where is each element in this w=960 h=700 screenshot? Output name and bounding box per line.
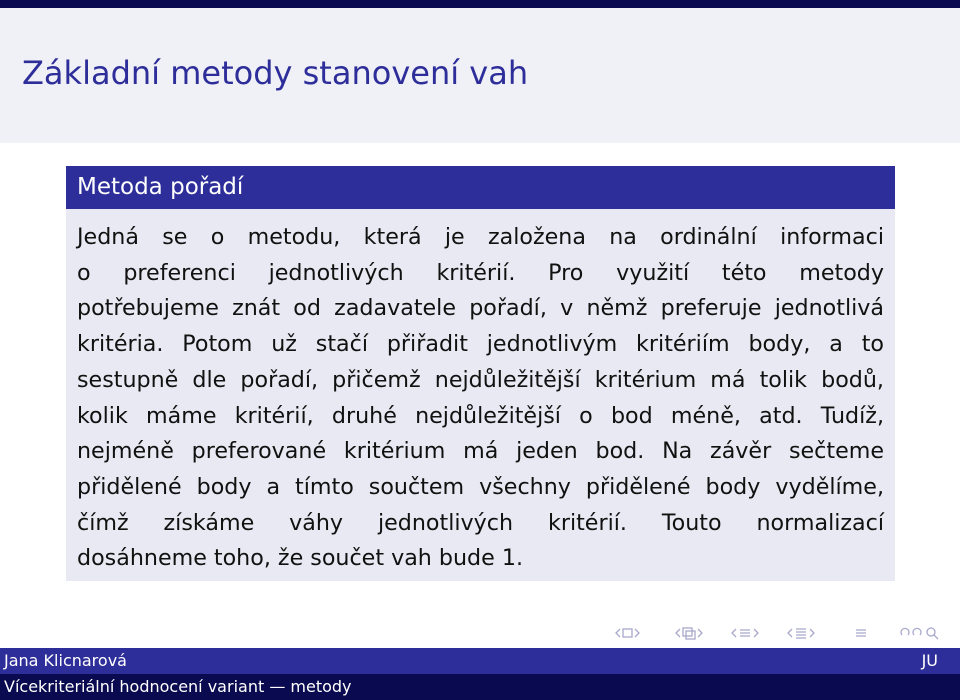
definition-block	[66, 166, 895, 581]
block-text-line: čímž získáme váhy jednotlivých kritérií. Touto normalizací	[77, 509, 884, 536]
footer-author: Jana Klicnarová	[4, 651, 127, 670]
block-text-line: o preferenci jednotlivých kritérií. Pro využití této metody	[77, 259, 884, 286]
nav-align-icon[interactable]	[856, 630, 866, 636]
nav-prev-frame-icon[interactable]	[616, 629, 620, 637]
block-text-line: kritéria. Potom už stačí přiřadit jednotlivým kritériím body, a to	[77, 331, 884, 358]
nav-next-subsection-icon[interactable]	[754, 629, 758, 637]
block-text-line: Jedná se o metodu, která je založena na ordinální informaci	[77, 224, 884, 250]
block-title: Metoda pořadí	[66, 166, 895, 209]
footer-subtitle: Vícekriteriální hodnocení variant — metody	[4, 677, 352, 696]
nav-search-icon[interactable]	[927, 628, 938, 639]
block-text-line: potřebujeme znát od zadavatele pořadí, v němž preferuje jednotlivá	[77, 295, 884, 322]
nav-subsection-icon	[740, 630, 750, 636]
nav-slide-icon	[683, 628, 695, 639]
nav-next-frame-icon[interactable]	[635, 629, 639, 637]
nav-prev-slide-icon[interactable]	[676, 629, 680, 637]
block-text-line: kolik máme kritérií, druhé nejdůležitější o bod méně, atd. Tudíž,	[77, 402, 884, 429]
block-text-line: přidělené body a tímto součtem všechny přidělené body vydělíme,	[77, 473, 884, 500]
footer	[0, 648, 960, 700]
block-text-line: sestupně dle pořadí, přičemž nejdůležitější kritérium má tolik bodů,	[77, 366, 884, 393]
footer-top-bar	[0, 648, 960, 674]
block-body	[66, 209, 895, 581]
nav-forward-icon[interactable]	[913, 628, 921, 635]
block-text-line: nejméně preferované kritérium má jeden bod. Na závěr sečteme	[77, 438, 884, 465]
nav-next-section-icon[interactable]	[810, 629, 814, 637]
block-text-line: dosáhneme toho, že součet vah bude 1.	[77, 545, 524, 572]
footer-institute: JU	[921, 651, 938, 670]
nav-section-icon	[796, 629, 806, 638]
footer-bottom-bar	[0, 674, 960, 700]
nav-back-icon[interactable]	[901, 628, 909, 635]
slide-title: Základní metody stanovení vah	[22, 54, 529, 92]
top-strip	[0, 0, 960, 8]
nav-prev-subsection-icon[interactable]	[732, 629, 736, 637]
navigation-bar	[610, 624, 950, 642]
nav-prev-section-icon[interactable]	[788, 629, 792, 637]
nav-next-slide-icon[interactable]	[698, 629, 702, 637]
nav-frame-icon	[623, 629, 632, 637]
